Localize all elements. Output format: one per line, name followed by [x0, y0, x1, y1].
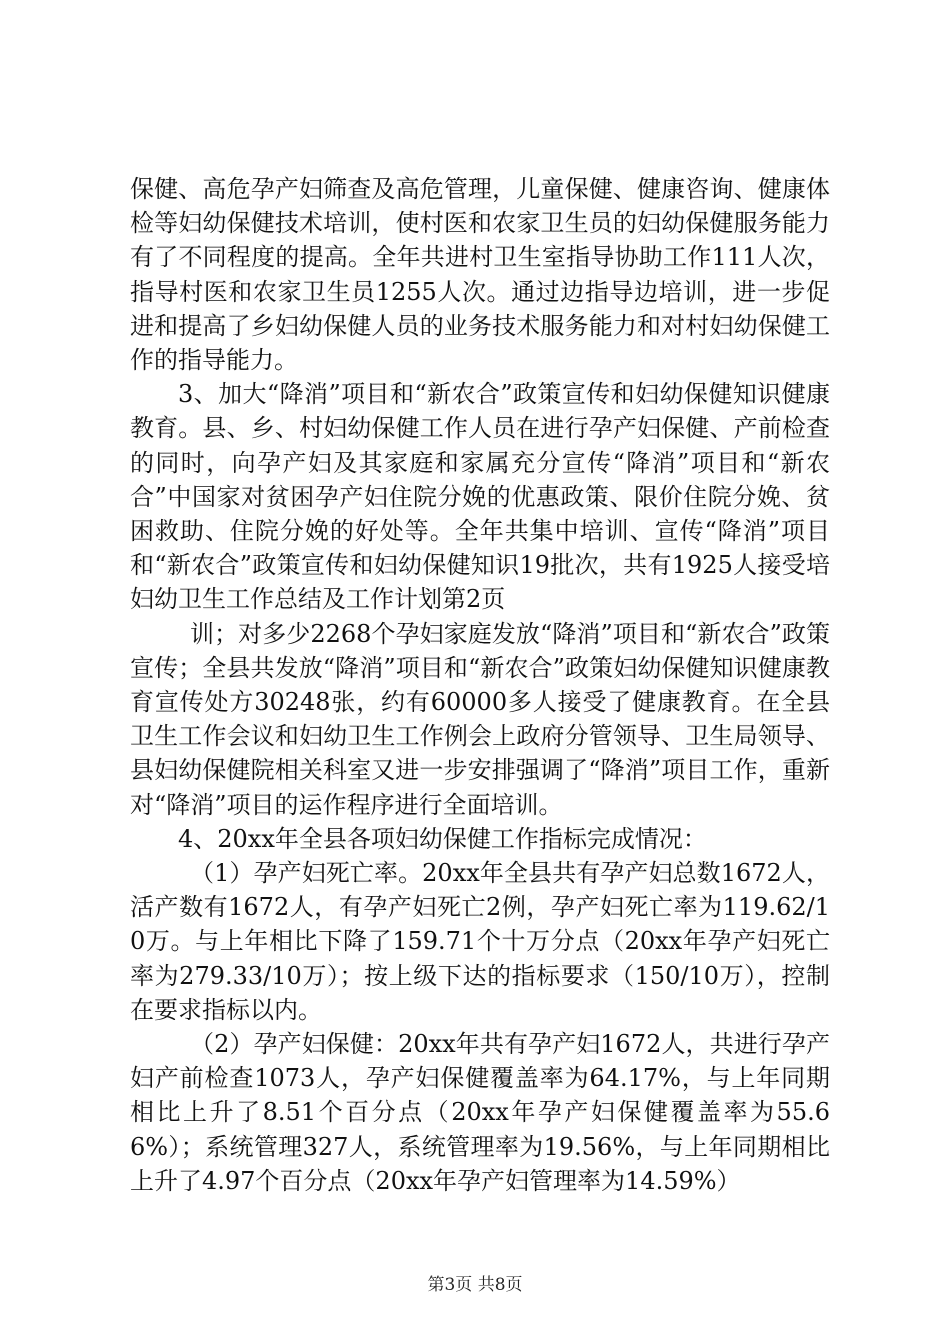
paragraph-policy-education: 3、加大“降消”项目和“新农合”政策宣传和妇幼保健知识健康教育。县、乡、村妇幼保健工作人员在进行孕产妇保健、产前检查的同时，向孕产妇及其家庭和家属充分宣传“降消”项目和“新农合”中国家对贫困孕产妇住院分娩的优惠政策、限价住院分娩、贫困救助、住院分娩的好处等。全年共集中培训、宣传“降消”项目和“新农合”政策宣传和妇幼保健知识19批次，共有1925人接受培妇幼卫生工作总结及工作计划第2页: [130, 380, 830, 614]
document-body: [130, 172, 830, 1198]
page-number-footer: 第3页 共8页: [427, 1275, 523, 1295]
paragraph-indicator-heading: 4、20xx年全县各项妇幼保健工作指标完成情况：: [178, 824, 707, 853]
paragraph-education-results: 训；对多少2268个孕妇家庭发放“降消”项目和“新农合”政策宣传；全县共发放“降消”项目和“新农合”政策妇幼保健知识健康教育宣传处方30248张，约有60000多人接受了健康教育。在全县卫生工作会议和妇幼卫生工作例会上政府分管领导、卫生局领导、县妇幼保健院相关科室又进一步安排强调了“降消”项目工作，重新对“降消”项目的运作程序进行全面培训。: [130, 619, 830, 819]
paragraph-maternal-mortality: （1）孕产妇死亡率。20xx年全县共有孕产妇总数1672人，活产数有1672人，有孕产妇死亡2例，孕产妇死亡率为119.62/10万。与上年相比下降了159.71个十万分点（20xx年孕产妇死亡率为279.33/10万）；按上级下达的指标要求（150/10万），控制在要求指标以内。: [130, 859, 830, 1024]
paragraph-training-summary: 保健、高危孕产妇筛查及高危管理，儿童保健、健康咨询、健康体检等妇幼保健技术培训，使村医和农家卫生员的妇幼保健服务能力有了不同程度的提高。全年共进村卫生室指导协助工作111人次，指导村医和农家卫生员1255人次。通过边指导边培训，进一步促进和提高了乡妇幼保健人员的业务技术服务能力和对村妇幼保健工作的指导能力。: [130, 175, 830, 375]
paragraph-maternal-care: （2）孕产妇保健：20xx年共有孕产妇1672人，共进行孕产妇产前检查1073人，孕产妇保健覆盖率为64.17%，与上年同期相比上升了8.51个百分点（20xx年孕产妇保健覆盖率为55.66%）；系统管理327人，系统管理率为19.56%，与上年同期相比上升了4.97个百分点（20xx年孕产妇管理率为14.59%）: [130, 1030, 830, 1195]
